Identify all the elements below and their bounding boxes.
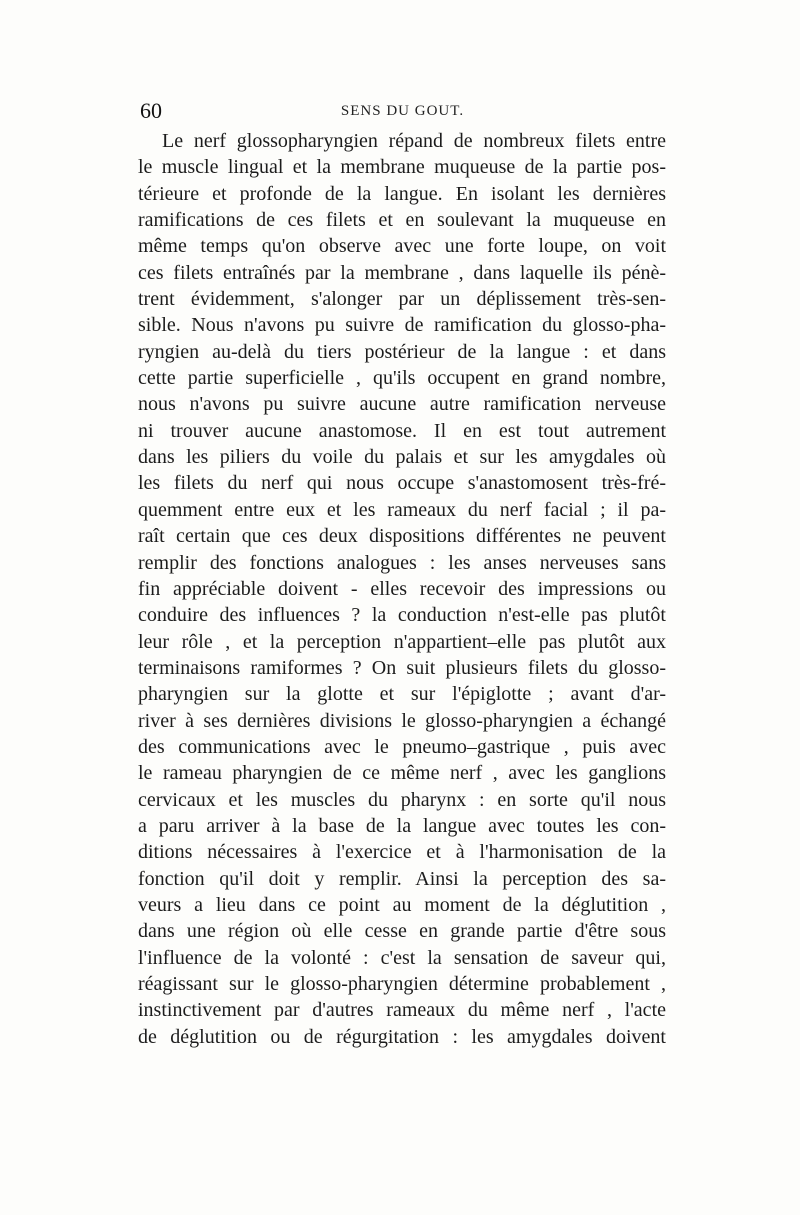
body-paragraph bbox=[138, 128, 666, 1050]
text-line: même temps qu'on observe avec une forte loupe, on voit bbox=[138, 235, 666, 258]
text-line: des communications avec le pneumo–gastrique , puis avec bbox=[138, 735, 666, 758]
text-line: ramifications de ces filets et en soulevant la muqueuse en bbox=[138, 209, 666, 232]
text-line: a paru arriver à la base de la langue avec toutes les con- bbox=[138, 814, 666, 837]
text-line: cette partie superficielle , qu'ils occupent en grand nombre, bbox=[138, 367, 666, 390]
text-line: l'influence de la volonté : c'est la sensation de saveur qui, bbox=[138, 946, 666, 969]
running-title: SENS DU GOUT. bbox=[340, 103, 465, 119]
text-line: le rameau pharyngien de ce même nerf , avec les ganglions bbox=[138, 762, 666, 785]
text-line: terminaisons ramiformes ? On suit plusieurs filets du glosso- bbox=[138, 656, 666, 679]
text-line: dans une région où elle cesse en grande partie d'être sous bbox=[138, 920, 666, 943]
text-line: instinctivement par d'autres rameaux du même nerf , l'acte bbox=[138, 999, 666, 1022]
text-line: réagissant sur le glosso-pharyngien détermine probablement , bbox=[138, 973, 666, 995]
text-line: raît certain que ces deux dispositions différentes ne peuvent bbox=[138, 525, 666, 548]
text-line: leur rôle , et la perception n'appartient–elle pas plutôt aux bbox=[138, 630, 666, 653]
text-line: Le nerf glossopharyngien répand de nombreux filets entre bbox=[162, 130, 666, 152]
text-line: sible. Nous n'avons pu suivre de ramification du glosso-pha- bbox=[138, 314, 666, 337]
text-line: pharyngien sur la glotte et sur l'épiglotte ; avant d'ar- bbox=[138, 683, 666, 706]
text-line: fonction qu'il doit y remplir. Ainsi la perception des sa- bbox=[138, 867, 666, 890]
text-line: les filets du nerf qui nous occupe s'anastomosent très-fré- bbox=[138, 472, 666, 495]
text-line: ditions nécessaires à l'exercice et à l'harmonisation de la bbox=[138, 841, 666, 864]
text-line: river à ses dernières divisions le glosso-pharyngien a échangé bbox=[138, 709, 666, 732]
text-line: nous n'avons pu suivre aucune autre ramification nerveuse bbox=[138, 393, 666, 416]
text-line: ni trouver aucune anastomose. Il en est tout autrement bbox=[138, 419, 666, 442]
running-head bbox=[140, 98, 665, 128]
text-line: ryngien au-delà du tiers postérieur de la langue : et dans bbox=[138, 340, 666, 363]
text-line: ces filets entraînés par la membrane , dans laquelle ils pénè- bbox=[138, 261, 666, 284]
page-number: 60 bbox=[140, 98, 162, 123]
text-line: de déglutition ou de régurgitation : les amygdales doivent bbox=[138, 1025, 666, 1048]
text-line: dans les piliers du voile du palais et sur les amygdales où bbox=[138, 446, 666, 469]
text-line: quemment entre eux et les rameaux du nerf facial ; il pa- bbox=[138, 498, 666, 521]
text-line: trent évidemment, s'alonger par un déplissement très-sen- bbox=[138, 288, 666, 311]
text-line: fin appréciable doivent - elles recevoir des impressions ou bbox=[138, 577, 666, 600]
text-line: cervicaux et les muscles du pharynx : en sorte qu'il nous bbox=[138, 788, 666, 811]
text-line: remplir des fonctions analogues : les anses nerveuses sans bbox=[138, 551, 666, 574]
text-line: le muscle lingual et la membrane muqueuse de la partie pos- bbox=[138, 156, 666, 179]
text-line: conduire des influences ? la conduction n'est-elle pas plutôt bbox=[138, 604, 666, 627]
text-line: térieure et profonde de la langue. En isolant les dernières bbox=[138, 182, 666, 205]
text-line: veurs a lieu dans ce point au moment de la déglutition , bbox=[138, 893, 666, 916]
